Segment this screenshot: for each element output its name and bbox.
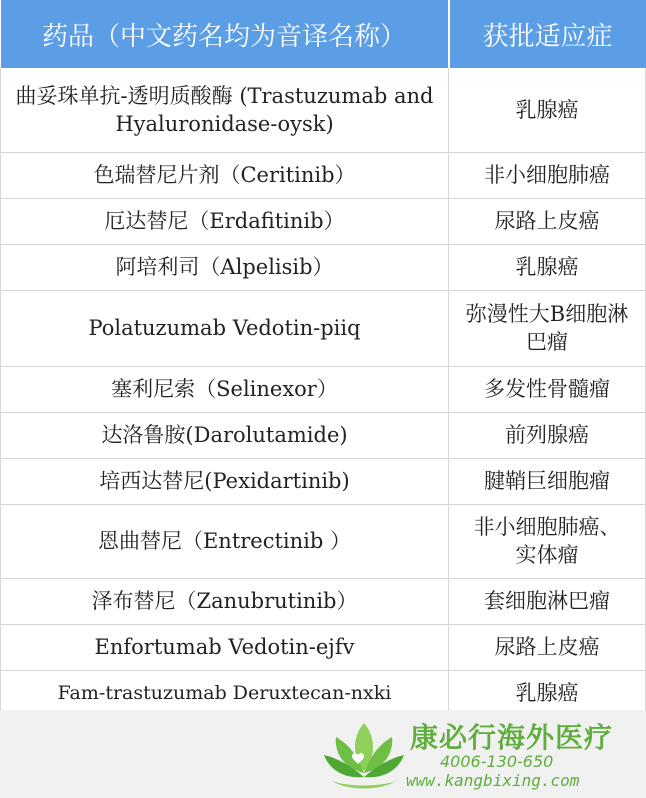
indication-cell: 尿路上皮癌 [449,198,646,244]
table-row [1,504,646,578]
brand-name: 康必行海外医疗 [410,721,614,754]
header-indication: 获批适应症 [449,0,646,68]
lotus-heart-logo-icon [322,715,406,795]
table-row [1,624,646,670]
table-header-row [1,0,646,68]
drug-name-cell: 阿培利司（Alpelisib） [1,244,449,290]
indication-cell: 乳腺癌 [449,68,646,152]
indication-cell: 套细胞淋巴瘤 [449,578,646,624]
brand-url: www.kangbixing.com [406,771,580,790]
drug-name-cell: 曲妥珠单抗-透明质酸酶 (Trastuzumab and Hyaluronidase-oysk) [1,68,449,152]
header-drug: 药品（中文药名均为音译名称） [1,0,449,68]
table-row [1,152,646,198]
table-row [1,366,646,412]
drug-name-cell: 厄达替尼（Erdafitinib） [1,198,449,244]
indication-cell: 乳腺癌 [449,670,646,716]
table-row [1,68,646,152]
table-row [1,412,646,458]
table-row [1,290,646,366]
table-row [1,198,646,244]
table-row [1,458,646,504]
table-row [1,578,646,624]
drug-name-cell: Enfortumab Vedotin-ejfv [1,624,449,670]
drug-name-cell: 恩曲替尼（Entrectinib ） [1,504,449,578]
table-row [1,244,646,290]
indication-cell: 腱鞘巨细胞瘤 [449,458,646,504]
indication-cell: 乳腺癌 [449,244,646,290]
indication-cell: 尿路上皮癌 [449,624,646,670]
drug-name-cell: 达洛鲁胺(Darolutamide) [1,412,449,458]
drug-name-cell: Polatuzumab Vedotin-piiq [1,290,449,366]
indication-cell: 非小细胞肺癌 [449,152,646,198]
indication-cell: 前列腺癌 [449,412,646,458]
brand-phone: 4006-130-650 [440,752,554,771]
drug-name-cell: Fam-trastuzumab Deruxtecan-nxki [1,670,449,716]
drug-name-cell: 培西达替尼(Pexidartinib) [1,458,449,504]
indication-cell: 弥漫性大B细胞淋巴瘤 [449,290,646,366]
indication-cell: 多发性骨髓瘤 [449,366,646,412]
drug-name-cell: 塞利尼索（Selinexor） [1,366,449,412]
drug-name-cell: 色瑞替尼片剂（Ceritinib） [1,152,449,198]
indication-cell: 非小细胞肺癌、实体瘤 [449,504,646,578]
drug-name-cell: 泽布替尼（Zanubrutinib） [1,578,449,624]
